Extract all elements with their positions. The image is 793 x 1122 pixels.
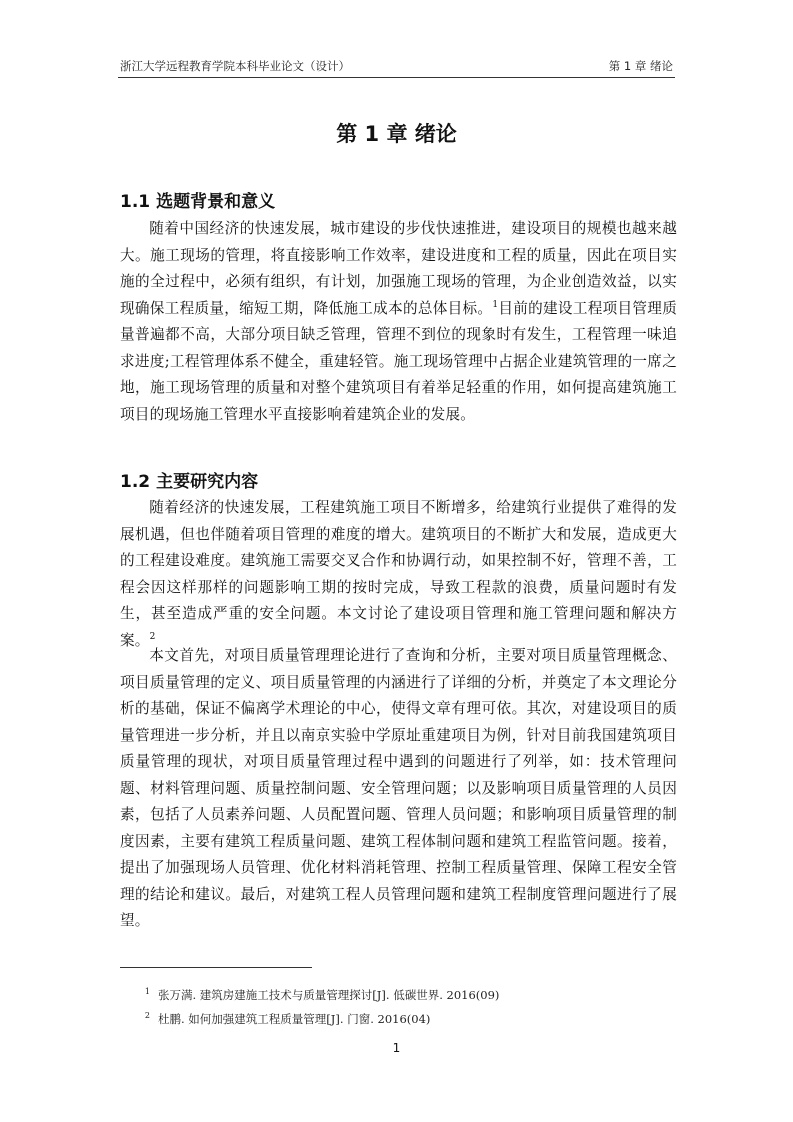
- paragraph: 本文首先，对项目质量管理理论进行了查询和分析，主要对项目质量管理概念、项目质量管理的定义、项目质量管理的内涵进行了详细的分析，并奠定了本文理论分析的基础，保证不偏离学术理论的中心，使得文章有理可依。其次，对建设项目的质量管理进一步分析，并且以南京实验中学原址重建项目为例，针对目前我国建筑项目质量管理的现状，对项目质量管理过程中遇到的问题进行了列举，如：技术管理问题、材料管理问题、质量控制问题、安全管理问题；以及影响项目质量管理的人员因素，包括了人员素养问题、人员配置问题、管理人员问题；和影响项目质量管理的制度因素，主要有建筑工程质量问题、建筑工程体制问题和建筑工程监管问题。接着，提出了加强现场人员管理、优化材料消耗管理、控制工程质量管理、保障工程安全管理的结论和建议。最后，对建筑工程人员管理问题和建筑工程制度管理问题进行了展望。: [120, 647, 677, 929]
- section-title-text: 选题背景和意义: [156, 192, 276, 212]
- footnote-ref[interactable]: 1: [492, 299, 499, 310]
- section-number: 1.1: [120, 192, 151, 212]
- footnote: [120, 987, 677, 1003]
- footnote: [120, 1011, 677, 1027]
- header-rule: [118, 77, 675, 78]
- footnote-separator: [120, 967, 312, 968]
- section-number: 1.2: [120, 472, 151, 492]
- header-thesis-title: 浙江大学远程教育学院本科毕业论文（设计）: [120, 59, 350, 73]
- section-title-text: 主要研究内容: [156, 472, 259, 492]
- chapter-title: 第 1 章 绪论: [336, 122, 457, 146]
- running-header: [120, 58, 673, 74]
- section-heading-1-2: [120, 467, 258, 492]
- page-number: 1: [392, 1041, 401, 1055]
- paragraph: 随着中国经济的快速发展，城市建设的步伐快速推进，建设项目的规模也越来越大。施工现场的管理，将直接影响工作效率，建设进度和工程的质量，因此在项目实施的全过程中，必须有组织，有计划，加强施工现场的管理，为企业创造效益，以实现确保工程质量，缩短工期，降低施工成本的总体目标。$^1$目前的建设工程项目管理质量普遍都不高，大部分项目缺乏管理，管理不到位的现象时有发生，工程管理一味追求进度;工程管理体系不健全，重建轻管。施工现场管理中占据企业建筑管理的一席之地，施工现场管理的质量和对整个建筑项目有着举足轻重的作用，如何提高建筑施工项目的现场施工管理水平直接影响着建筑企业的发展。: [120, 220, 677, 423]
- header-chapter-label: 第 1 章 绪论: [608, 59, 673, 73]
- footnote-text: 杜鹏. 如何加强建筑工程质量管理[J]. 门窗. 2016(04): [158, 1012, 431, 1026]
- footnote-mark: 1: [144, 987, 150, 996]
- footnote-ref[interactable]: 2: [149, 631, 156, 642]
- footnote-mark: 2: [144, 1011, 150, 1020]
- section-heading-1-1: [120, 187, 275, 212]
- footnote-text: 张万满. 建筑房建施工技术与质量管理探讨[J]. 低碳世界. 2016(09): [158, 988, 500, 1002]
- paragraph: 随着经济的快速发展，工程建筑施工项目不断增多，给建筑行业提供了难得的发展机遇，但也伴随着项目管理的难度的增大。建筑项目的不断扩大和发展，造成更大的工程建设难度。建筑施工需要交叉合作和协调行动，如果控制不好，管理不善，工程会因这样那样的问题影响工期的按时完成，导致工程款的浪费，质量问题时有发生，甚至造成严重的安全问题。本文讨论了建设项目管理和施工管理问题和解决方案。$^2$: [120, 499, 677, 649]
